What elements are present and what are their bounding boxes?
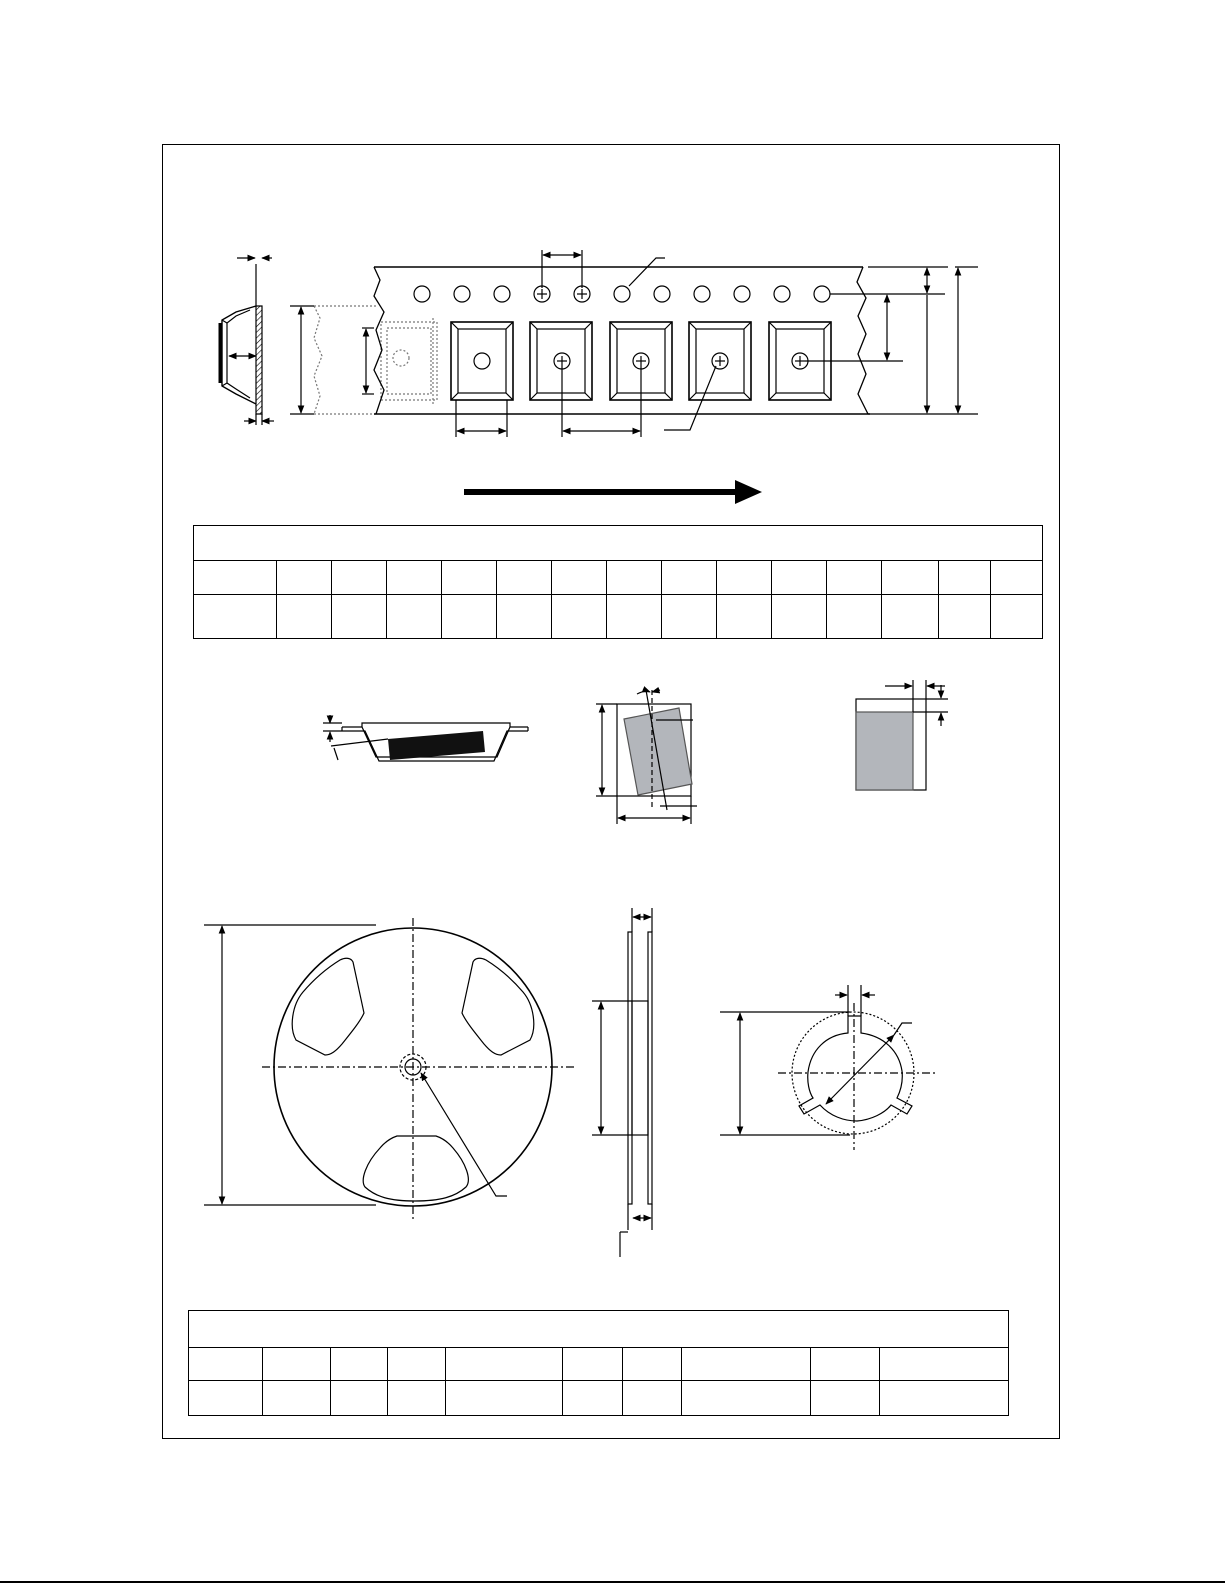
table-cell: [263, 1348, 331, 1381]
table-cell: [607, 595, 662, 639]
table-cell: [552, 561, 607, 595]
table-cell: [277, 595, 332, 639]
table-cell: [880, 1348, 1009, 1381]
table-cell: [939, 561, 991, 595]
table-cell: [623, 1348, 682, 1381]
pocket-tilt-side-view: [323, 715, 528, 761]
table-cell: [442, 561, 497, 595]
table-cell: [442, 595, 497, 639]
table-cell: [497, 561, 552, 595]
table-cell: [388, 1381, 446, 1416]
table-row: [189, 1348, 1009, 1381]
table-cell: [717, 561, 772, 595]
table-cell: [880, 1381, 1009, 1416]
table-cell: [991, 595, 1043, 639]
table-cell: [882, 561, 939, 595]
table-cell: [939, 595, 991, 639]
pocket-rotation-top-view: [596, 690, 697, 824]
table-cell: [662, 595, 717, 639]
table-cell: [563, 1348, 623, 1381]
table-cell: [194, 595, 277, 639]
sprocket-holes: [414, 286, 830, 302]
reel-dimensions-table: [188, 1310, 1009, 1416]
table-cell: [446, 1381, 563, 1416]
tape-table-caption: [194, 526, 1043, 561]
table-cell: [991, 561, 1043, 595]
reel-front-view: [204, 918, 575, 1220]
table-cell: [446, 1348, 563, 1381]
table-cell: [277, 561, 332, 595]
table-cell: [623, 1381, 682, 1416]
table-cell: [263, 1381, 331, 1416]
reel-hub-detail: [720, 985, 935, 1150]
table-cell: [194, 561, 277, 595]
table-cell: [682, 1348, 811, 1381]
table-cell: [772, 561, 827, 595]
table-cell: [332, 561, 387, 595]
table-row: [189, 1381, 1009, 1416]
table-cell: [682, 1381, 811, 1416]
table-cell: [189, 1348, 263, 1381]
tape-cross-section: [220, 258, 274, 425]
reel-table-caption: [189, 1311, 1009, 1348]
table-row: [194, 561, 1043, 595]
table-cell: [388, 1348, 446, 1381]
component-clearance-view: [856, 680, 948, 790]
page-bottom-rule: [0, 1581, 1225, 1583]
table-cell: [811, 1381, 880, 1416]
table-cell: [827, 595, 882, 639]
table-cell: [827, 561, 882, 595]
reel-side-view: [592, 908, 652, 1257]
tape-dimensions-table: [193, 525, 1043, 639]
table-cell: [331, 1348, 388, 1381]
table-cell: [662, 561, 717, 595]
table-cell: [331, 1381, 388, 1416]
table-cell: [497, 595, 552, 639]
carrier-tape-top-view: [290, 250, 978, 437]
table-cell: [387, 561, 442, 595]
table-cell: [332, 595, 387, 639]
table-cell: [387, 595, 442, 639]
table-cell: [563, 1381, 623, 1416]
table-cell: [189, 1381, 263, 1416]
table-row: [194, 595, 1043, 639]
table-cell: [607, 561, 662, 595]
table-cell: [772, 595, 827, 639]
table-cell: [882, 595, 939, 639]
table-cell: [717, 595, 772, 639]
table-cell: [552, 595, 607, 639]
table-cell: [811, 1348, 880, 1381]
feed-direction-arrow-icon: [464, 480, 762, 504]
